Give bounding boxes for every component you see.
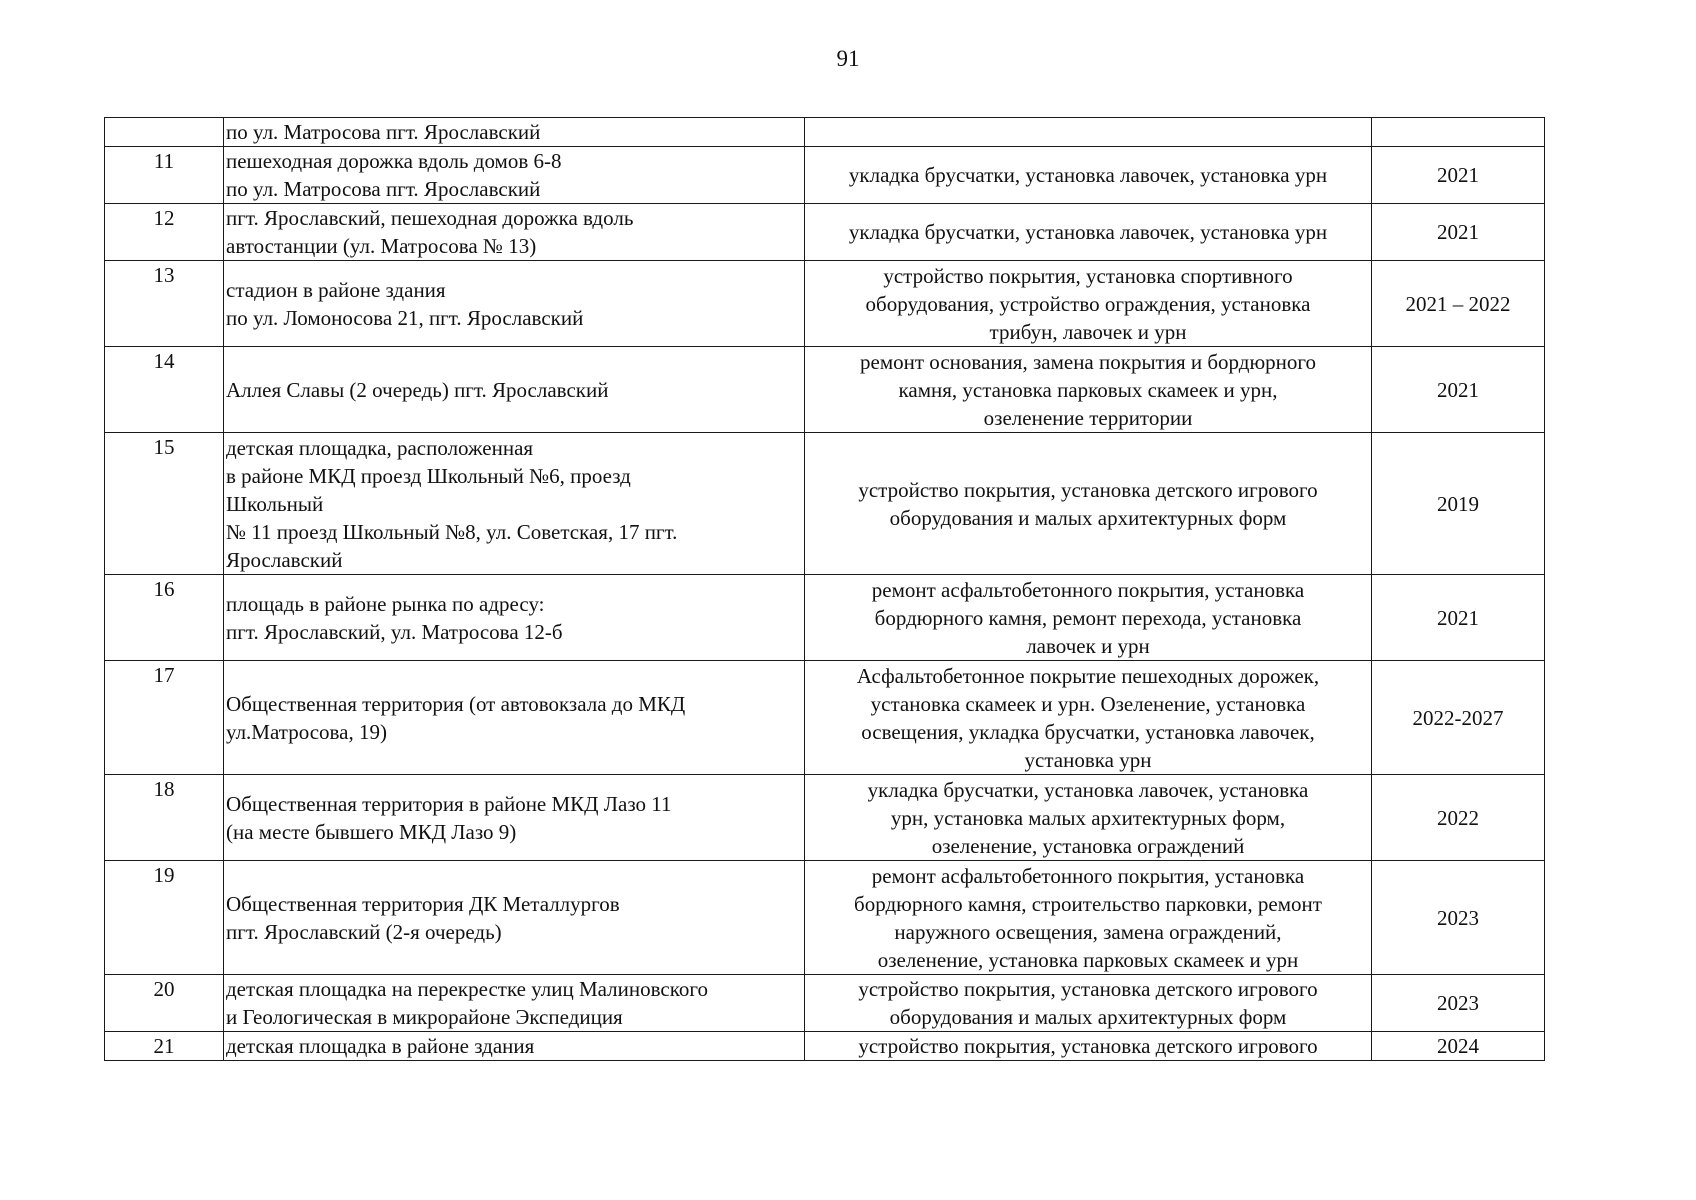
works-line: устройство покрытия, установка детского игрового [858, 977, 1318, 1001]
object-line: № 11 проезд Школьный №8, ул. Советская, 17 пгт. [226, 519, 678, 544]
object-line: Общественная территория в районе МКД Лазо 11 [226, 791, 672, 816]
year-cell: 2021 – 2022 [1372, 261, 1545, 347]
object-cell [224, 861, 805, 975]
year-cell: 2021 [1372, 147, 1545, 204]
row-number: 12 [105, 204, 224, 261]
works-line: укладка брусчатки, установка лавочек, установка урн [848, 220, 1328, 244]
row-number: 14 [105, 347, 224, 433]
works-cell [805, 347, 1372, 433]
year-cell: 2021 [1372, 204, 1545, 261]
object-cell [224, 775, 805, 861]
table-row [105, 1032, 1545, 1061]
works-cell [805, 1032, 1372, 1061]
row-number: 20 [105, 975, 224, 1032]
row-number: 21 [105, 1032, 224, 1061]
works-cell [805, 261, 1372, 347]
table-row [105, 775, 1545, 861]
works-line: установка скамеек и урн. Озеленение, установка [870, 691, 1306, 716]
table-row [105, 118, 1545, 147]
table-row [105, 861, 1545, 975]
works-cell [805, 433, 1372, 575]
object-cell [224, 1032, 805, 1061]
row-number: 17 [105, 661, 224, 775]
row-number: 16 [105, 575, 224, 661]
year-cell: 2021 [1372, 575, 1545, 661]
table-row [105, 261, 1545, 347]
year-cell: 2024 [1372, 1032, 1545, 1061]
object-cell [224, 204, 805, 261]
works-line: оборудования и малых архитектурных форм [889, 1005, 1287, 1029]
row-number: 11 [105, 147, 224, 204]
object-line: Школьный [226, 491, 324, 516]
object-line: по ул. Матросова пгт. Ярославский [226, 177, 541, 201]
works-line: озеленение территории [983, 405, 1193, 430]
table-row [105, 975, 1545, 1032]
row-number [105, 118, 224, 147]
object-line: пешеходная дорожка вдоль домов 6-8 [226, 149, 562, 173]
works-line: озеленение, установка ограждений [931, 833, 1245, 858]
object-line: и Геологическая в микрорайоне Экспедиция [226, 1005, 623, 1029]
table-row [105, 433, 1545, 575]
row-number: 13 [105, 261, 224, 347]
works-line: оборудования и малых архитектурных форм [889, 505, 1287, 530]
object-line: автостанции (ул. Матросова № 13) [226, 234, 537, 258]
object-cell [224, 347, 805, 433]
object-line: детская площадка, расположенная [226, 435, 534, 460]
table-row [105, 661, 1545, 775]
table-row [105, 204, 1545, 261]
works-line: устройство покрытия, установка спортивного [883, 263, 1293, 288]
object-line: по ул. Ломоносова 21, пгт. Ярославский [226, 305, 584, 330]
year-cell: 2021 [1372, 347, 1545, 433]
works-line: лавочек и урн [1026, 633, 1150, 658]
object-line: детская площадка на перекрестке улиц Малиновского [226, 977, 708, 1001]
object-cell [224, 433, 805, 575]
works-line: Асфальтобетонное покрытие пешеходных дорожек, [856, 663, 1320, 688]
works-line: освещения, укладка брусчатки, установка лавочек, [861, 719, 1315, 744]
table-row [105, 347, 1545, 433]
table-row [105, 575, 1545, 661]
works-line: устройство покрытия, установка детского игрового [858, 477, 1318, 502]
year-cell: 2022 [1372, 775, 1545, 861]
works-line: ремонт основания, замена покрытия и бордюрного [860, 349, 1316, 374]
object-line: детская площадка в районе здания [226, 1034, 535, 1058]
works-line: бордюрного камня, строительство парковки, ремонт [854, 891, 1322, 916]
object-line: Общественная территория (от автовокзала до МКД [226, 691, 686, 716]
object-line: Ярославский [226, 547, 343, 572]
row-number: 15 [105, 433, 224, 575]
year-cell: 2022-2027 [1372, 661, 1545, 775]
row-number: 18 [105, 775, 224, 861]
row-number: 19 [105, 861, 224, 975]
works-line: оборудования, устройство ограждения, установка [865, 291, 1311, 316]
works-line: урн, установка малых архитектурных форм, [890, 805, 1286, 830]
works-cell [805, 204, 1372, 261]
year-cell: 2023 [1372, 861, 1545, 975]
works-line: трибун, лавочек и урн [989, 319, 1187, 344]
object-cell [224, 661, 805, 775]
works-cell [805, 661, 1372, 775]
works-line: озеленение, установка парковых скамеек и урн [877, 947, 1299, 972]
year-cell: 2023 [1372, 975, 1545, 1032]
works-line: укладка брусчатки, установка лавочек, установка [867, 777, 1309, 802]
object-line: площадь в районе рынка по адресу: [226, 591, 545, 616]
works-line: бордюрного камня, ремонт перехода, установка [874, 605, 1302, 630]
year-cell: 2019 [1372, 433, 1545, 575]
improvement-table [104, 117, 1545, 1061]
works-line: ремонт асфальтобетонного покрытия, установка [871, 863, 1305, 888]
works-line: укладка брусчатки, установка лавочек, установка урн [848, 163, 1328, 187]
works-cell [805, 775, 1372, 861]
works-line: установка урн [1024, 747, 1152, 772]
object-line: пгт. Ярославский, ул. Матросова 12-б [226, 619, 563, 644]
object-line: пгт. Ярославский, пешеходная дорожка вдоль [226, 206, 634, 230]
page-number: 91 [836, 46, 860, 71]
year-cell [1372, 118, 1545, 147]
object-line: Аллея Славы (2 очередь) пгт. Ярославский [226, 377, 609, 402]
object-line: ул.Матросова, 19) [226, 719, 387, 744]
works-cell [805, 975, 1372, 1032]
table-row [105, 147, 1545, 204]
works-cell [805, 118, 1372, 147]
object-line: Общественная территория ДК Металлургов [226, 891, 620, 916]
table-body [105, 118, 1545, 1061]
object-line: стадион в районе здания [226, 277, 446, 302]
works-line: устройство покрытия, установка детского игрового [858, 1034, 1318, 1058]
works-line: наружного освещения, замена ограждений, [894, 919, 1282, 944]
object-cell [224, 975, 805, 1032]
object-cell [224, 118, 805, 147]
object-line: (на месте бывшего МКД Лазо 9) [226, 819, 517, 844]
object-line: в районе МКД проезд Школьный №6, проезд [226, 463, 631, 488]
object-cell [224, 261, 805, 347]
object-line: пгт. Ярославский (2-я очередь) [226, 919, 502, 944]
works-cell [805, 861, 1372, 975]
works-line: камня, установка парковых скамеек и урн, [898, 377, 1278, 402]
works-cell [805, 147, 1372, 204]
object-cell [224, 147, 805, 204]
works-line: ремонт асфальтобетонного покрытия, установка [871, 577, 1305, 602]
object-cell [224, 575, 805, 661]
works-cell [805, 575, 1372, 661]
object-line: по ул. Матросова пгт. Ярославский [226, 120, 541, 144]
